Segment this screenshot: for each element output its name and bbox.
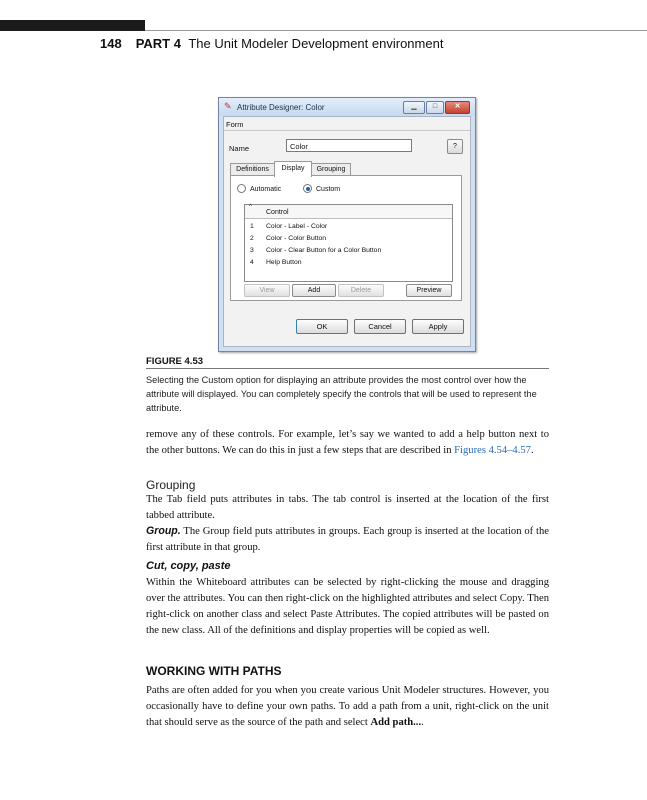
menu-form[interactable]: Form (226, 120, 244, 129)
sort-icon[interactable]: ^ (249, 204, 252, 210)
part-label: PART 4 (135, 36, 181, 51)
paths-end: . (421, 717, 424, 728)
minimize-icon: ▁ (411, 103, 417, 110)
close-button[interactable] (445, 101, 470, 114)
controls-grid (244, 204, 453, 282)
grouping-paragraph-1: The Tab field puts attributes in tabs. The tab control is inserted at the location of the first tabbed attribute. (146, 494, 549, 521)
header-rule (145, 30, 647, 31)
heading-cut-copy-paste: Cut, copy, paste (146, 560, 231, 572)
close-icon: ✕ (454, 103, 461, 110)
minimize-button[interactable] (403, 101, 425, 114)
dialog-titlebar (219, 98, 475, 116)
group-term: Group. (146, 525, 181, 537)
maximize-icon: □ (432, 103, 438, 110)
table-row[interactable] (245, 221, 452, 233)
cut-copy-paste-paragraph: Within the Whiteboard attributes can be selected by right-clicking the mouse and dragging over the attributes. You can then right-click on the highlighted attributes and select Copy. Then right-click on another class and select Paste Attributes. The copied attributes will be pasted on the new class. All of the definitions and display properties will be copied as well. (146, 577, 549, 636)
delete-button[interactable]: Delete (338, 284, 384, 297)
heading-working-with-paths: WORKING WITH PATHS (146, 664, 282, 678)
part-title: The Unit Modeler Development environment (188, 36, 444, 51)
ok-button[interactable]: OK (296, 319, 348, 334)
tab-definitions[interactable]: Definitions (230, 163, 275, 176)
row-control: Color - Label - Color (266, 223, 328, 230)
row-number: 3 (250, 247, 254, 254)
add-button[interactable]: Add (292, 284, 336, 297)
column-control[interactable]: Control (266, 209, 289, 216)
running-header (100, 36, 443, 51)
add-path-command: Add path... (370, 717, 422, 728)
dialog-client (223, 116, 471, 347)
tab-grouping[interactable]: Grouping (311, 163, 351, 176)
radio-custom-circle (303, 184, 312, 193)
page-number: 148 (100, 36, 122, 51)
row-control: Help Button (266, 259, 302, 266)
row-control: Color - Color Button (266, 235, 327, 242)
radio-automatic-circle (237, 184, 246, 193)
figure-rule (146, 368, 549, 369)
grouping-paragraph-2 (146, 523, 549, 556)
app-icon: ✎ (224, 101, 232, 111)
row-control: Color - Clear Button for a Color Button (266, 247, 382, 254)
cancel-button[interactable]: Cancel (354, 319, 406, 334)
preview-button[interactable]: Preview (406, 284, 452, 297)
maximize-button[interactable] (426, 101, 444, 114)
paths-paragraph (146, 683, 549, 731)
row-number: 2 (250, 235, 254, 242)
table-row[interactable] (245, 233, 452, 245)
display-tab-panel (230, 175, 462, 301)
table-row[interactable] (245, 245, 452, 257)
header-bar (0, 20, 145, 31)
row-number: 1 (250, 223, 254, 230)
radio-automatic[interactable] (237, 184, 281, 193)
radio-custom[interactable] (303, 184, 340, 193)
figures-link[interactable]: Figures 4.54–4.57 (454, 445, 531, 456)
body-paragraph-1 (146, 427, 549, 459)
paragraph-text: remove any of these controls. For example, let’s say we wanted to add a help button next to the other buttons. We can do this in just a few steps that are described in (146, 429, 549, 456)
radio-custom-label: Custom (316, 186, 341, 193)
table-row[interactable] (245, 257, 452, 269)
figure-caption: Selecting the Custom option for displaying an attribute provides the most control over how the attribute will displayed. You can completely specify the controls that will be used to represent the attribute. (146, 375, 537, 413)
grid-header (245, 205, 452, 219)
paragraph-end: . (530, 445, 534, 456)
figure-label: FIGURE 4.53 (146, 356, 204, 367)
name-label: Name (229, 144, 250, 153)
help-button[interactable]: ? (447, 139, 463, 154)
radio-automatic-label: Automatic (250, 186, 282, 193)
view-button[interactable]: View (244, 284, 290, 297)
menu-divider (224, 130, 470, 131)
apply-button[interactable]: Apply (412, 319, 464, 334)
group-text: The Group field puts attributes in groups. Each group is inserted at the location of the first attribute in that group. (146, 526, 549, 553)
name-input[interactable]: Color (286, 139, 412, 152)
heading-grouping: Grouping (146, 478, 196, 492)
row-number: 4 (250, 259, 254, 266)
paths-text: Paths are often added for you when you create various Unit Modeler structures. However, you occasionally have to define your own paths. To add a path from a unit, right-click on the unit that should serve as the source of the path and select (146, 685, 549, 728)
tab-display[interactable]: Display (274, 161, 312, 177)
dialog-title: Attribute Designer: Color (237, 103, 325, 112)
attribute-designer-dialog (218, 97, 476, 352)
